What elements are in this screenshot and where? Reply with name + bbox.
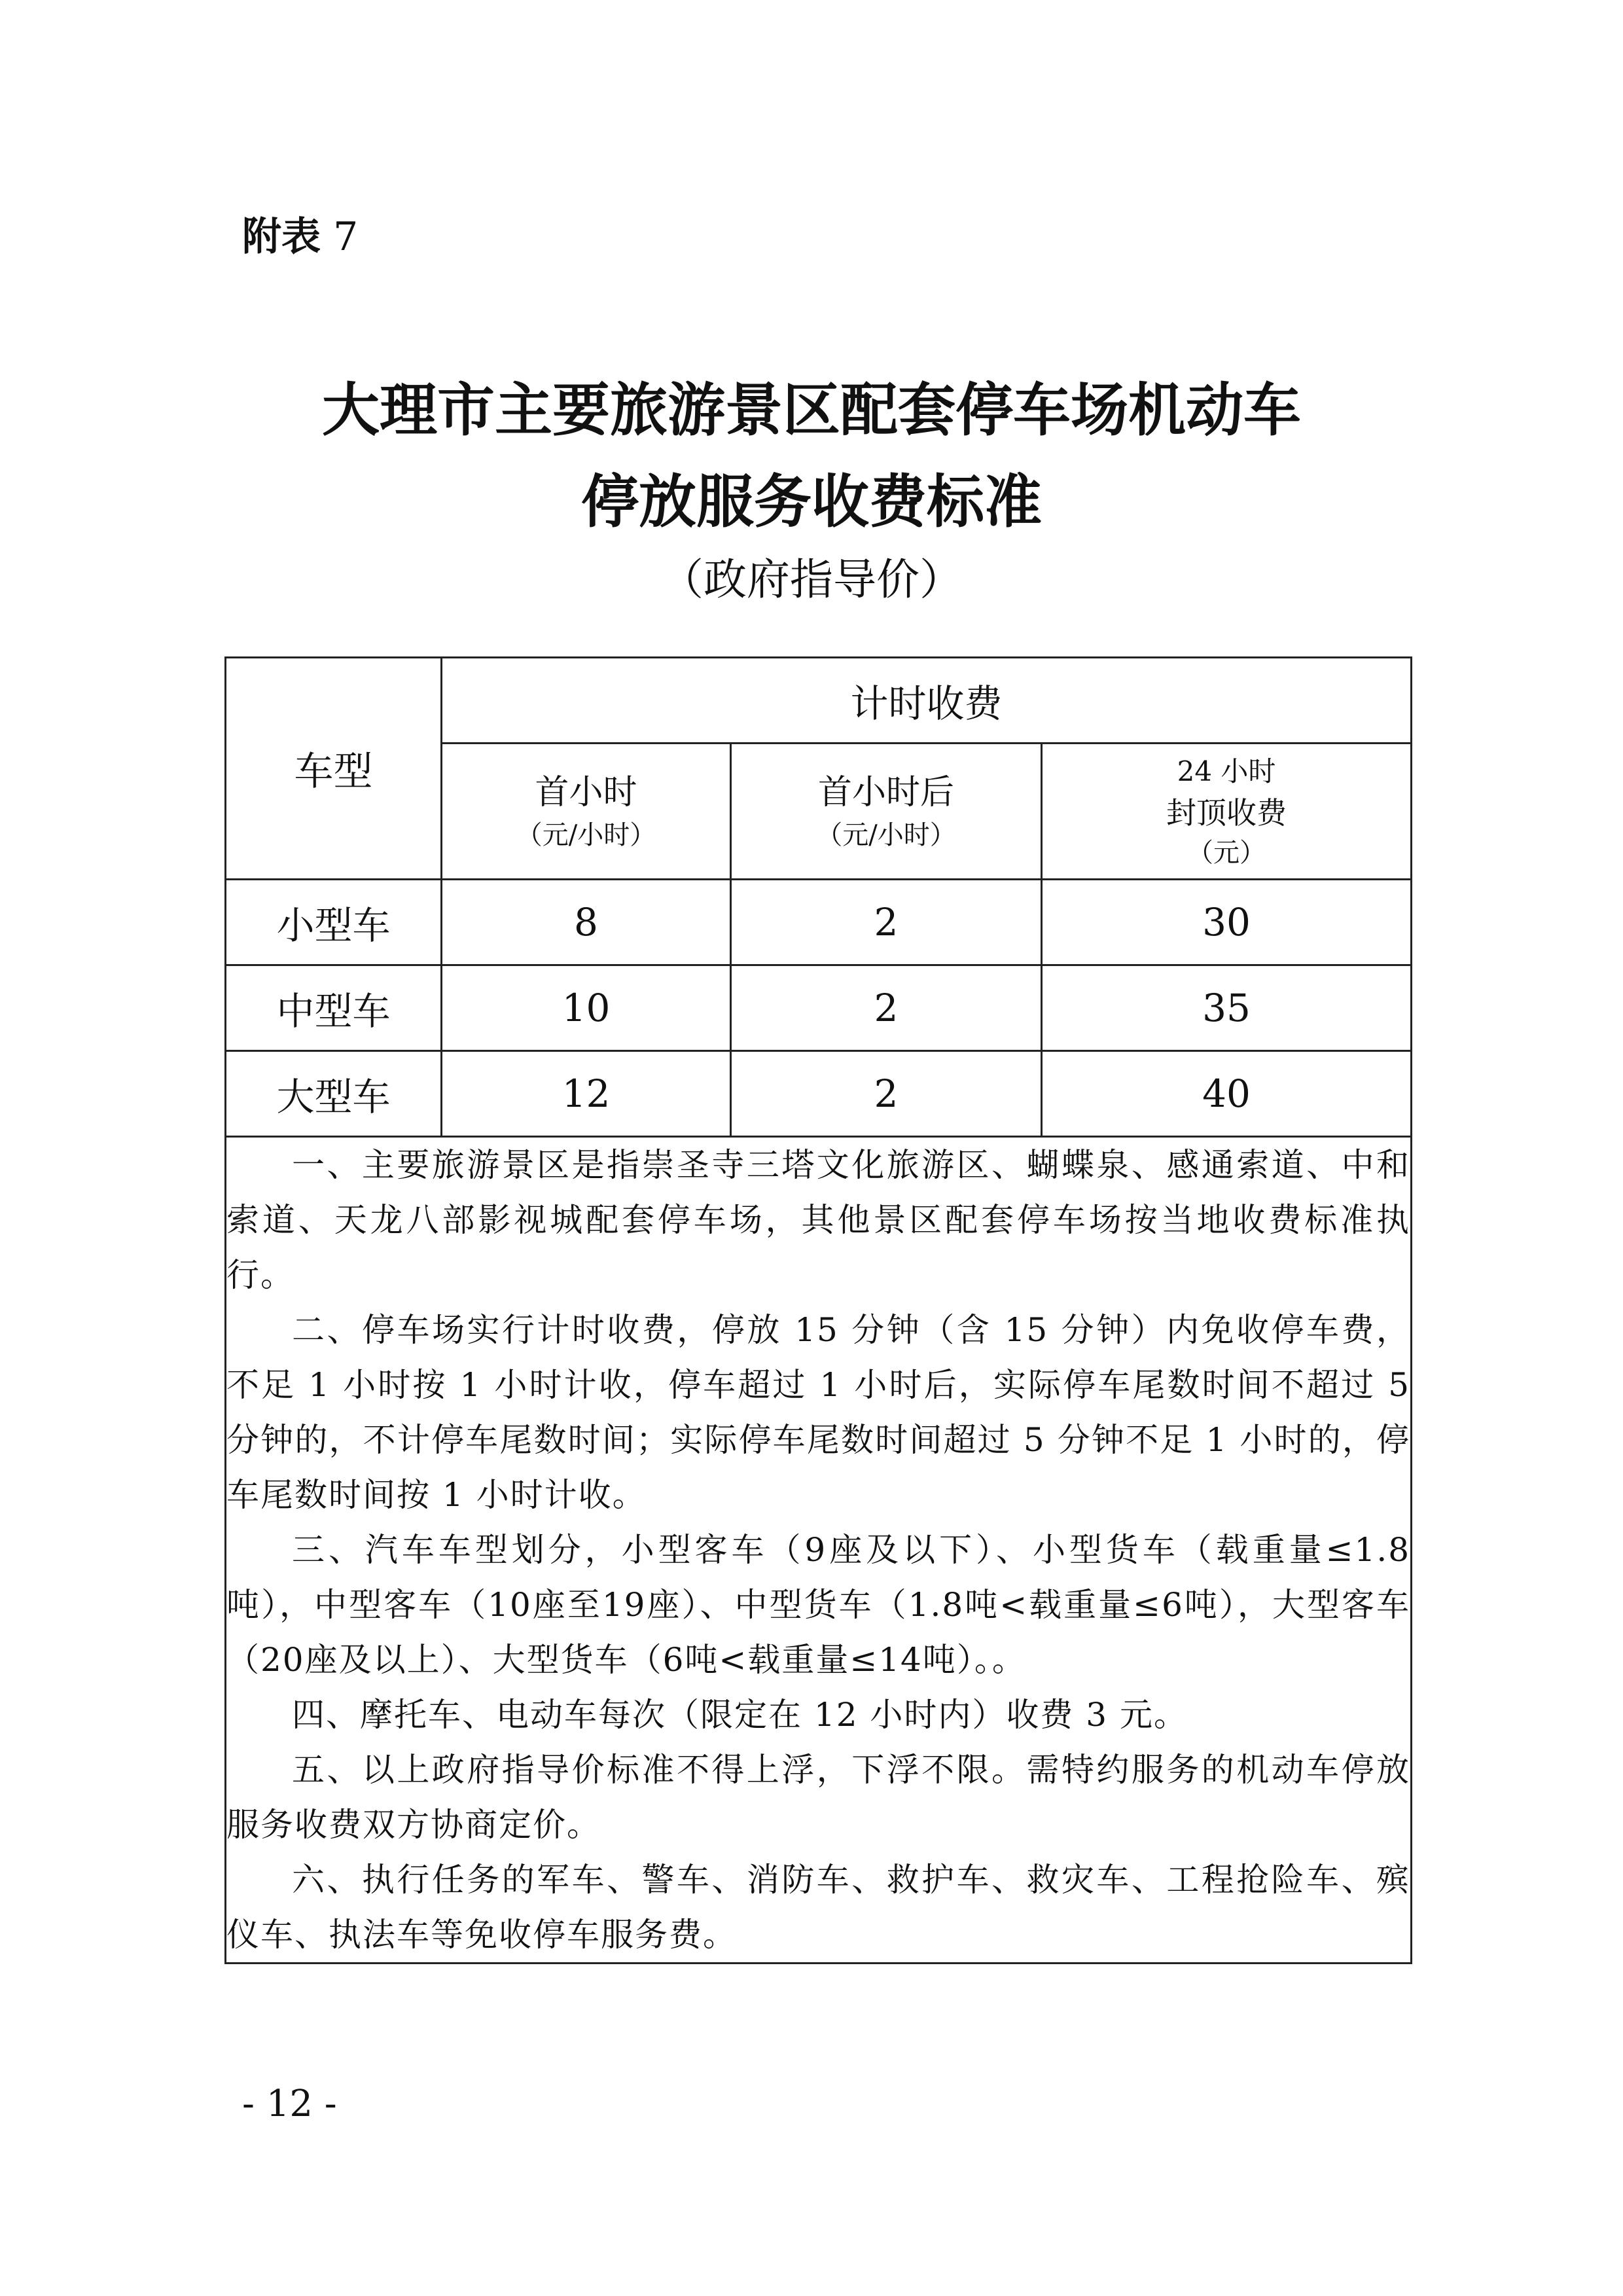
daily-cap-cell: 35 — [1042, 965, 1412, 1051]
after-first-hour-label: 首小时后 — [817, 772, 954, 812]
table-row — [226, 1051, 1412, 1137]
after-first-hour-cell: 2 — [731, 880, 1042, 965]
table-row — [226, 880, 1412, 965]
note-paragraph: 五、以上政府指导价标准不得上浮，下浮不限。需特约服务的机动车停放服务收费双方协商定价。 — [226, 1751, 1411, 1844]
annex-label — [242, 211, 358, 263]
first-hour-cell: 10 — [442, 965, 731, 1051]
table-row — [226, 965, 1412, 1051]
timed-charge-header: 计时收费 — [442, 658, 1412, 744]
first-hour-cell: 12 — [442, 1051, 731, 1137]
annex-number: 7 — [333, 214, 359, 260]
vehicle-type-cell: 小型车 — [226, 880, 442, 965]
daily-cap-header — [1042, 744, 1412, 880]
first-hour-unit: （元/小时） — [516, 819, 656, 850]
note-paragraph: 一、主要旅游景区是指崇圣寺三塔文化旅游区、蝴蝶泉、感通索道、中和索道、天龙八部影视城配套停车场，其他景区配套停车场按当地收费标准执行。 — [226, 1146, 1411, 1294]
daily-cap-cell: 40 — [1042, 1051, 1412, 1137]
daily-cap-label-line1: 24 小时 — [1177, 755, 1276, 787]
vehicle-type-header: 车型 — [226, 658, 442, 880]
document-title-line2: 停放服务收费标准 — [580, 468, 1042, 535]
first-hour-header — [442, 744, 731, 880]
daily-cap-label-line2: 封顶收费 — [1166, 795, 1287, 831]
note-paragraph: 四、摩托车、电动车每次（限定在 12 小时内）收费 3 元。 — [292, 1696, 1188, 1734]
note-paragraph: 六、执行任务的军车、警车、消防车、救护车、救灾车、工程抢险车、殡仪车、执法车等免收停车服务费。 — [226, 1861, 1411, 1954]
note-paragraph: 二、停车场实行计时收费，停放 15 分钟（含 15 分钟）内免收停车费，不足 1 小时按 1 小时计收，停车超过 1 小时后，实际停车尾数时间不超过 5 分钟的，不计停车尾数时间；实际停车尾数时间超过 5 分钟不足 1 小时的，停车尾数时间按 1 小时计收。 — [226, 1311, 1411, 1514]
after-first-hour-header — [731, 744, 1042, 880]
notes-cell — [226, 1137, 1412, 1964]
daily-cap-unit: （元） — [1187, 837, 1266, 868]
page-number: - 12 - — [242, 2083, 337, 2125]
first-hour-label: 首小时 — [535, 772, 637, 812]
after-first-hour-unit: （元/小时） — [816, 819, 956, 850]
after-first-hour-cell: 2 — [731, 965, 1042, 1051]
first-hour-cell: 8 — [442, 880, 731, 965]
after-first-hour-cell: 2 — [731, 1051, 1042, 1137]
vehicle-type-cell: 大型车 — [226, 1051, 442, 1137]
document-title-line1: 大理市主要旅游景区配套停车场机动车 — [321, 376, 1301, 444]
note-paragraph: 三、汽车车型划分，小型客车（9座及以下）、小型货车（载重量≤1.8吨），中型客车（10座至19座）、中型货车（1.8吨<载重量≤6吨），大型客车（20座及以上）、大型货车（6吨<载重量≤14吨）。。 — [226, 1531, 1411, 1679]
fee-table — [224, 656, 1412, 1964]
annex-label-text: 附表 — [242, 214, 321, 260]
daily-cap-cell: 30 — [1042, 880, 1412, 965]
document-subtitle: （政府指导价） — [660, 554, 963, 605]
vehicle-type-cell: 中型车 — [226, 965, 442, 1051]
